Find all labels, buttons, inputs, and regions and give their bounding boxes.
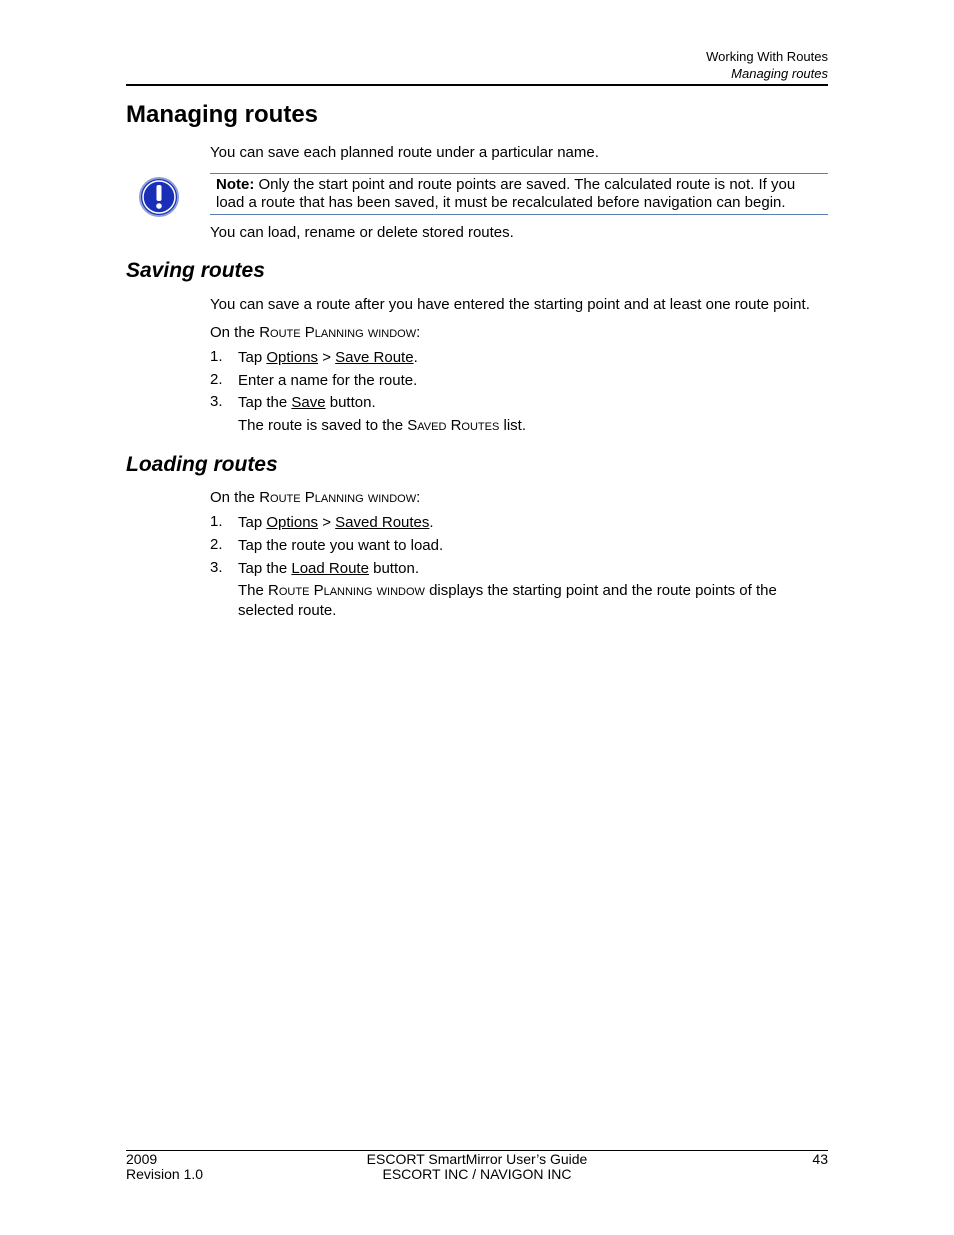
window-name: Route Planning window [268,582,425,599]
note-box [210,173,828,215]
header-rule [126,84,828,86]
saving-result [238,416,828,436]
page-title: Managing routes [126,101,319,128]
running-header-chapter: Working With Routes [706,49,828,64]
saving-description: You can save a route after you have entered the starting point and at least one route point. [210,296,810,313]
footer-guide-title: ESCORT SmartMirror User’s Guide [366,1151,588,1167]
on-the-text: On the [210,489,260,506]
step-number: 2. [210,536,223,553]
colon: : [416,324,421,341]
options-link: Options [266,349,319,366]
footer-revision: Revision 1.0 [126,1166,204,1182]
step-text: Tap [238,514,267,531]
on-the-text: On the [210,324,260,341]
list-item [238,348,828,368]
exclamation-circle-icon [138,176,180,218]
page-number: 43 [812,1151,828,1167]
footer-company: ESCORT INC / NAVIGON INC [382,1166,572,1182]
step-text: Tap [238,349,267,366]
step-number: 3. [210,559,223,576]
step-separator: > [318,514,336,531]
saving-heading: Saving routes [126,259,265,282]
step-text: Tap the [238,394,292,411]
list-item [238,513,828,533]
step-separator: > [318,349,336,366]
note-label: Note: [216,176,255,193]
intro-paragraph: You can save each planned route under a particular name. [210,144,599,161]
save-route-link: Save Route [335,349,414,366]
saved-routes-link: Saved Routes [335,514,430,531]
step-text-end: button. [325,394,376,411]
loading-heading: Loading routes [126,453,278,476]
window-name: Route Planning window [259,324,417,341]
list-item [238,559,828,579]
result-text: The route is saved to the [238,417,408,434]
options-link: Options [266,514,319,531]
list-item: Enter a name for the route. [238,372,418,389]
step-number: 3. [210,393,223,410]
step-number: 1. [210,348,223,365]
loading-window-intro [210,488,830,508]
load-route-link: Load Route [291,560,369,577]
after-note-paragraph: You can load, rename or delete stored routes. [210,224,514,241]
window-name: Route Planning window [259,489,417,506]
result-text-end: displays the starting point and the route points of the selected route. [238,582,777,619]
step-number: 1. [210,513,223,530]
saving-window-intro [210,323,830,343]
list-item [238,393,828,413]
list-item: Tap the route you want to load. [238,537,444,554]
step-text: Tap the [238,560,292,577]
result-text-end: list. [499,417,526,434]
footer-year: 2009 [126,1151,158,1167]
colon: : [416,489,421,506]
loading-result [238,581,828,621]
saved-routes-list-name: Saved Routes [407,417,500,434]
step-number: 2. [210,371,223,388]
save-link: Save [291,394,326,411]
result-text: The [238,582,269,599]
step-text-end: button. [368,560,419,577]
note-text: Only the start point and route points are saved. The calculated route is not. If you load a route that has been saved, it must be recalculated before navigation can begin. [216,176,796,211]
running-header-section: Managing routes [731,66,828,81]
step-period: . [413,349,418,366]
step-period: . [429,514,434,531]
